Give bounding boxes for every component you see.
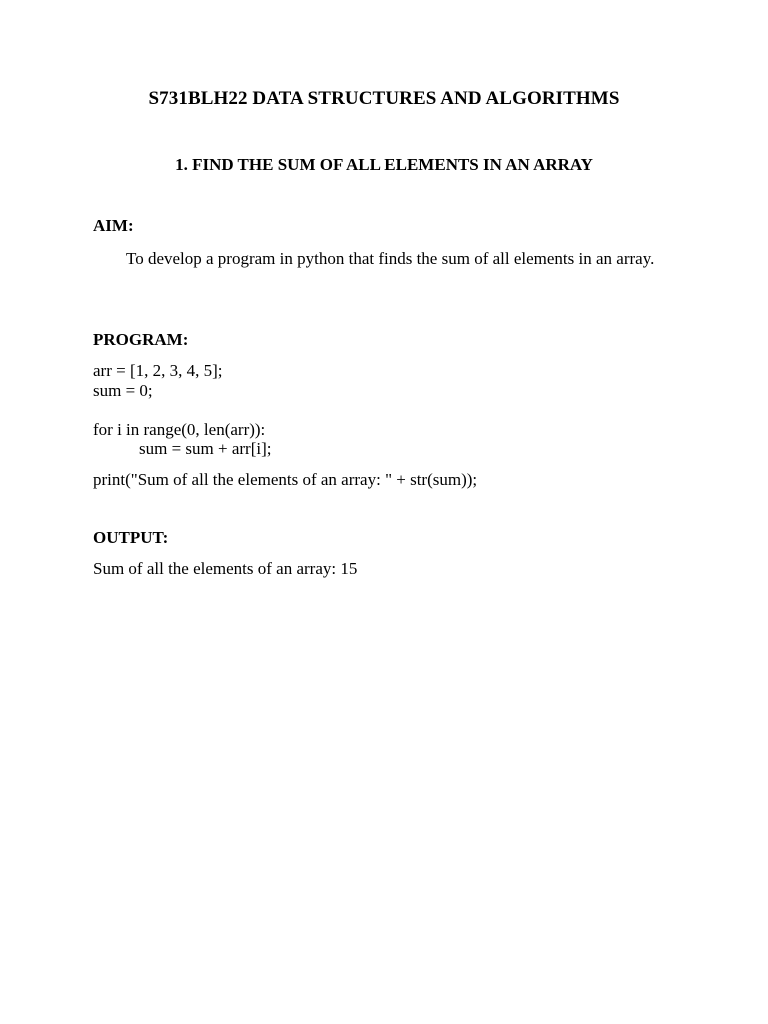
aim-text: To develop a program in python that finds the sum of all elements in an array.	[126, 249, 655, 268]
code-line: for i in range(0, len(arr)):	[93, 420, 266, 439]
course-title: S731BLH22 DATA STRUCTURES AND ALGORITHMS	[148, 88, 620, 109]
program-heading: PROGRAM:	[93, 330, 189, 349]
output-heading: OUTPUT:	[93, 528, 169, 547]
output-text: Sum of all the elements of an array: 15	[93, 559, 358, 578]
code-line: print("Sum of all the elements of an array: " + str(sum));	[93, 470, 478, 489]
code-line: arr = [1, 2, 3, 4, 5];	[93, 361, 223, 380]
experiment-title: 1. FIND THE SUM OF ALL ELEMENTS IN AN ARRAY	[175, 155, 593, 174]
code-line: sum = 0;	[93, 381, 153, 400]
code-line: sum = sum + arr[i];	[139, 439, 272, 458]
aim-heading: AIM:	[93, 216, 134, 235]
